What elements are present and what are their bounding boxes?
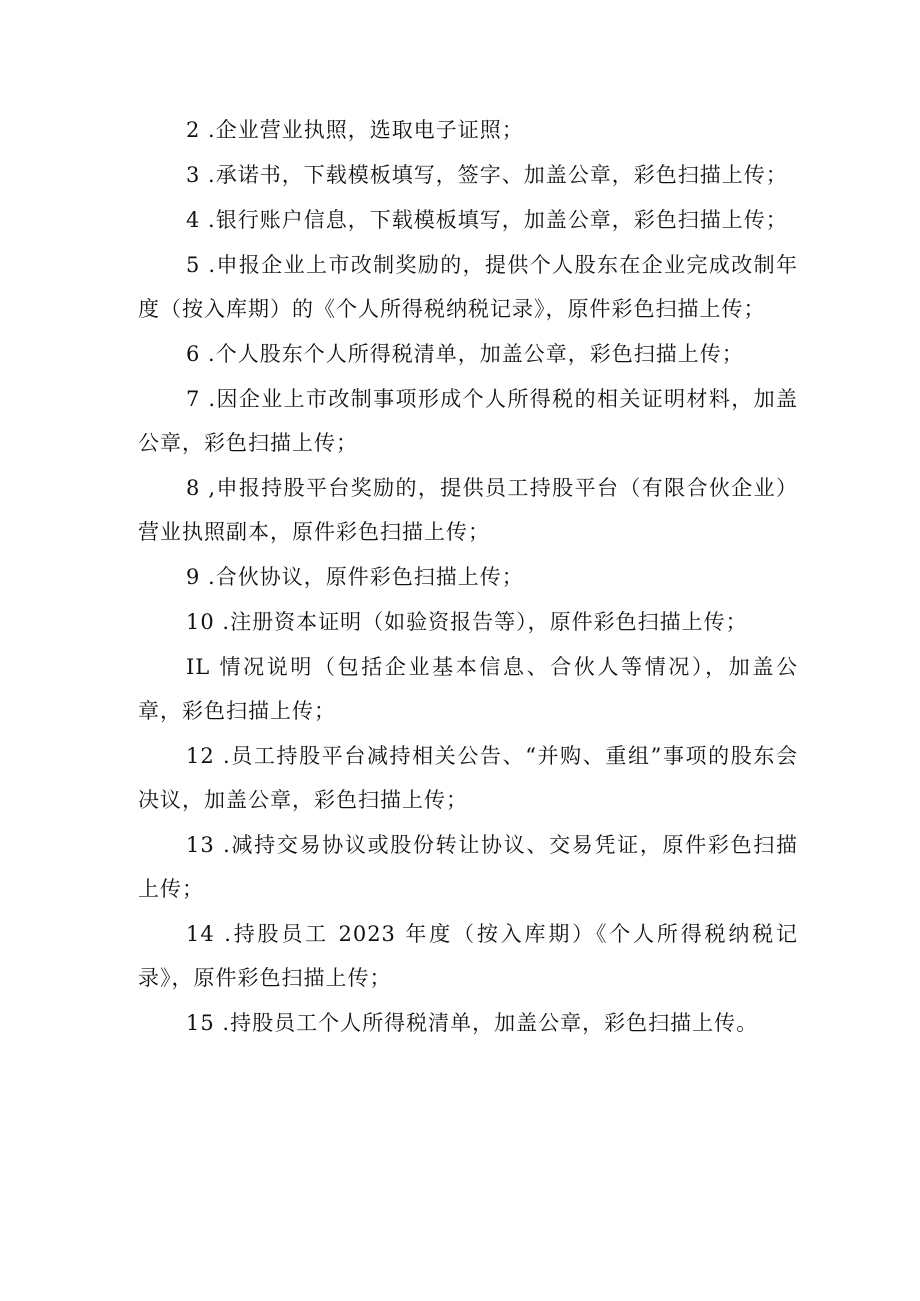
list-item-15: 15 .持股员工个人所得税清单，加盖公章，彩色扫描上传。: [186, 1011, 759, 1035]
list-item-3: 3 .承诺书，下载模板填写，签字、加盖公章，彩色扫描上传；: [186, 163, 788, 187]
list-item-7: 7 .因企业上市改制事项形成个人所得税的相关证明材料，加盖公章，彩色扫描上传；: [138, 387, 798, 455]
list-item-2: 2 .企业营业执照，选取电子证照；: [186, 118, 524, 142]
list-item-14: 14 .持股员工 2023 年度（按入库期）《个人所得税纳税记录》，原件彩色扫描上传；: [138, 922, 798, 990]
list-item-8: 8 ,申报持股平台奖励的，提供员工持股平台（有限合伙企业）营业执照副本，原件彩色扫描上传；: [138, 476, 798, 544]
list-item-5: 5 .申报企业上市改制奖励的，提供个人股东在企业完成改制年度（按入库期）的《个人所得税纳税记录》，原件彩色扫描上传；: [138, 253, 798, 321]
list-item-13: 13 .减持交易协议或股份转让协议、交易凭证，原件彩色扫描上传；: [138, 833, 798, 901]
list-item-12: 12 .员工持股平台减持相关公告、“并购、重组”事项的股东会决议，加盖公章，彩色扫描上传；: [138, 744, 798, 812]
list-item-6: 6 .个人股东个人所得税清单，加盖公章，彩色扫描上传；: [186, 342, 744, 366]
document-body: [138, 108, 798, 1046]
list-item-11: IL 情况说明（包括企业基本信息、合伙人等情况），加盖公章，彩色扫描上传；: [138, 655, 798, 723]
list-item-9: 9 .合伙协议，原件彩色扫描上传；: [186, 565, 524, 589]
list-item-4: 4 .银行账户信息，下载模板填写，加盖公章，彩色扫描上传；: [186, 208, 788, 232]
list-item-10: 10 .注册资本证明（如验资报告等），原件彩色扫描上传；: [186, 610, 748, 634]
